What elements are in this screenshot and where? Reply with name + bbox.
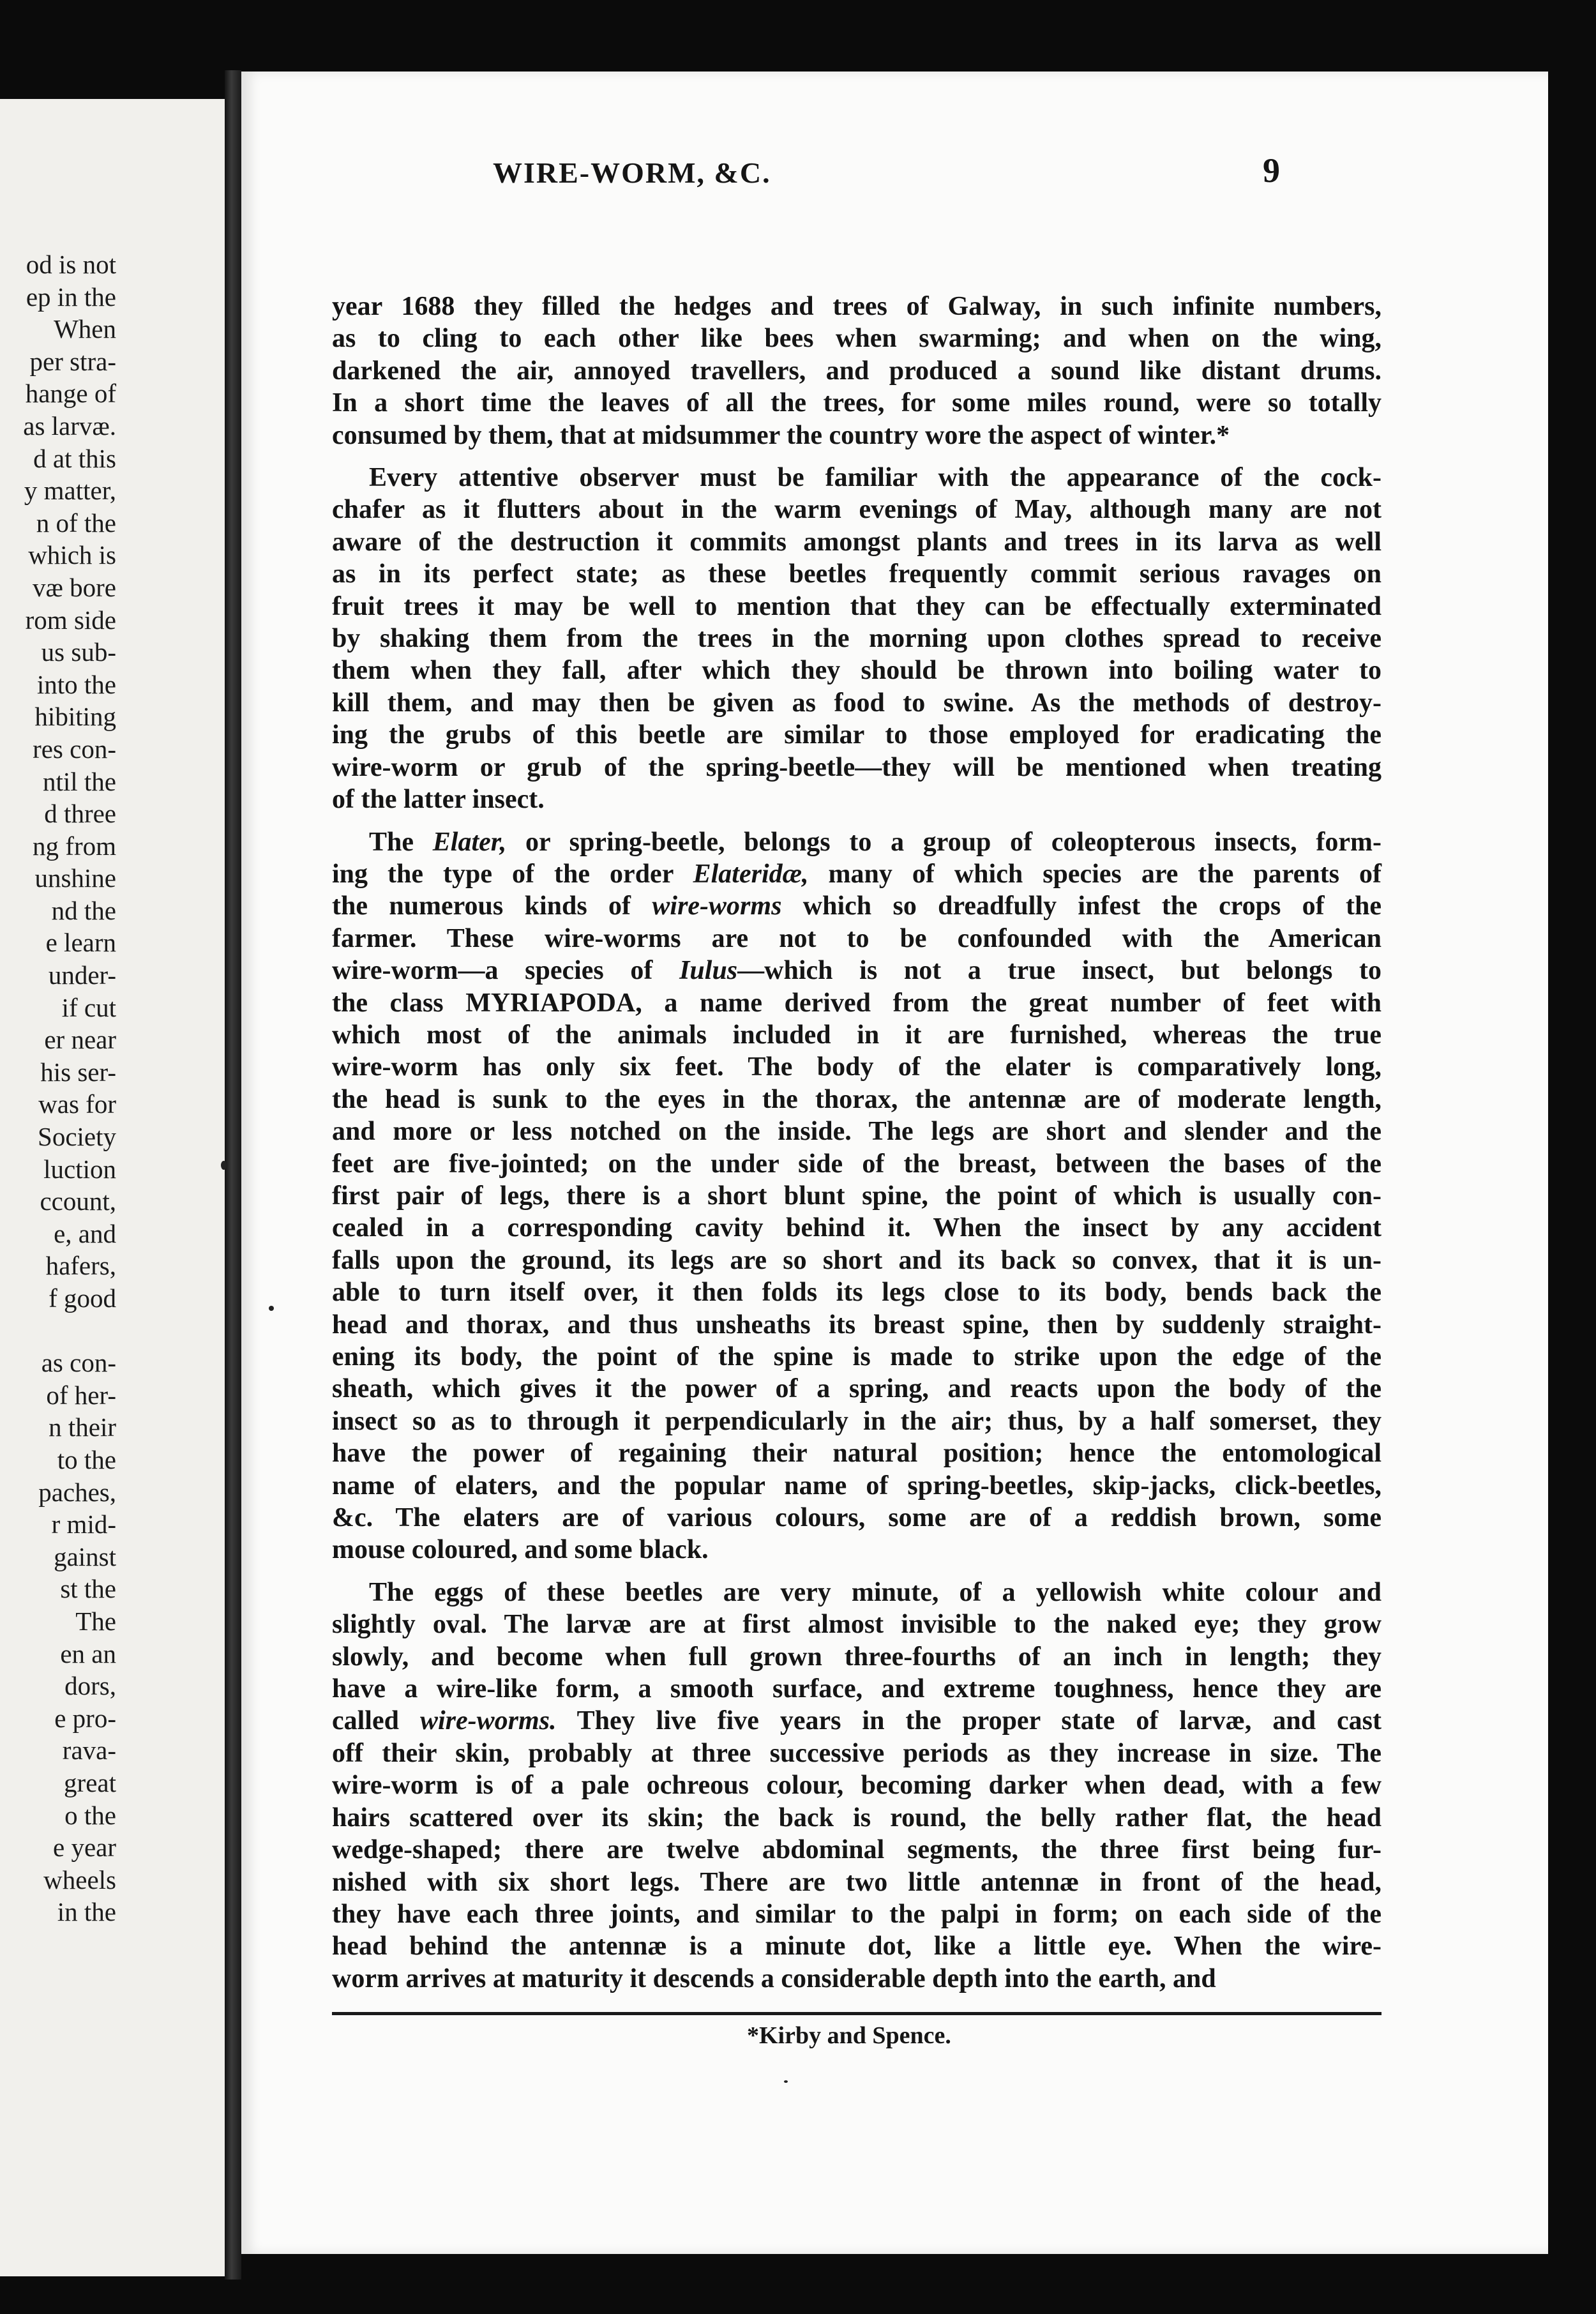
text-line: name of elaters, and the popular name of spring-beetles, skip-jacks, click-beetles, bbox=[332, 1471, 1381, 1501]
facing-page-line: The bbox=[75, 1606, 116, 1636]
facing-page-line: in the bbox=[57, 1897, 116, 1927]
text-line: Every attentive observer must be familiar with the appearance of the cock- bbox=[369, 463, 1381, 493]
text-line: cealed in a corresponding cavity behind it. When the insect by any accident bbox=[332, 1213, 1381, 1243]
facing-page-line: to the bbox=[57, 1444, 116, 1474]
text-line: nished with six short legs. There are two little antennæ in front of the head, bbox=[332, 1867, 1381, 1897]
text-line: fruit trees it may be well to mention that they can be effectually exterminated bbox=[332, 591, 1381, 621]
facing-page-line: y matter, bbox=[24, 476, 116, 506]
text-line: &c. The elaters are of various colours, some are of a reddish brown, some bbox=[332, 1503, 1381, 1533]
text-line: hairs scattered over its skin; the back is round, the belly rather flat, the head bbox=[332, 1803, 1381, 1833]
facing-page-line: od is not bbox=[26, 250, 116, 279]
facing-page-line: e learn bbox=[45, 928, 116, 958]
text-line: wedge-shaped; there are twelve abdominal segments, the three first being fur- bbox=[332, 1835, 1381, 1865]
facing-page-line: d at this bbox=[33, 443, 116, 473]
text-line: slightly oval. The larvæ are at first almost invisible to the naked eye; they grow bbox=[332, 1610, 1381, 1640]
text-line: The eggs of these beetles are very minute, of a yellowish white colour and bbox=[369, 1577, 1381, 1607]
text-line: the head is sunk to the eyes in the thorax, the antennæ are of moderate length, bbox=[332, 1084, 1381, 1114]
text-line: aware of the destruction it commits amongst plants and trees in its larva as well bbox=[332, 527, 1381, 557]
facing-page-line: which is bbox=[28, 540, 116, 570]
speck-mark bbox=[784, 2080, 788, 2083]
text-line: wire-worm has only six feet. The body of the elater is comparatively long, bbox=[332, 1052, 1381, 1082]
facing-page-left bbox=[0, 99, 225, 2276]
text-line: year 1688 they filled the hedges and trees of Galway, in such infinite numbers, bbox=[332, 292, 1381, 321]
facing-page-line: was for bbox=[38, 1089, 116, 1119]
facing-page-line: nd the bbox=[51, 895, 116, 925]
text-line: have the power of regaining their natural position; hence the entomological bbox=[332, 1439, 1381, 1469]
text-line: of the latter insect. bbox=[332, 785, 545, 815]
text-line: sheath, which gives it the power of a spring, and reacts upon the body of the bbox=[332, 1374, 1381, 1404]
speck-mark bbox=[269, 1306, 274, 1311]
text-line: off their skin, probably at three successive periods as they increase in size. The bbox=[332, 1738, 1381, 1768]
text-line: insect so as to through it perpendicularly in the air; thus, by a half somerset, they bbox=[332, 1406, 1381, 1436]
facing-page-line: e year bbox=[53, 1833, 116, 1863]
facing-page-line: e, and bbox=[54, 1218, 116, 1248]
text-line: ing the grubs of this beetle are similar to those employed for eradicating the bbox=[332, 720, 1381, 750]
text-line: by shaking them from the trees in the morning upon clothes spread to receive bbox=[332, 624, 1381, 654]
text-line: have a wire-like form, a smooth surface, and extreme toughness, hence they are bbox=[332, 1674, 1381, 1704]
facing-page-line: When bbox=[54, 314, 116, 344]
facing-page-line: rom side bbox=[25, 605, 116, 635]
facing-page-line: into the bbox=[36, 669, 116, 699]
text-line: darkened the air, annoyed travellers, and produced a sound like distant drums. bbox=[332, 356, 1381, 386]
text-line: slowly, and become when full grown three-fourths of an inch in length; they bbox=[332, 1642, 1381, 1672]
text-line: kill them, and may then be given as food to swine. As the methods of destroy- bbox=[332, 688, 1381, 718]
text-line: them when they fall, after which they should be thrown into boiling water to bbox=[332, 656, 1381, 686]
text-line: wire-worm or grub of the spring-beetle—they will be mentioned when treating bbox=[332, 752, 1381, 782]
facing-page-line: en an bbox=[60, 1638, 116, 1668]
paragraph bbox=[332, 826, 1381, 1566]
facing-page-line: ccount, bbox=[40, 1186, 116, 1216]
facing-page-line: ntil the bbox=[42, 766, 116, 796]
paragraph bbox=[332, 291, 1381, 451]
facing-page-line: hafers, bbox=[45, 1251, 116, 1281]
text-line: wire-worm is of a pale ochreous colour, becoming darker when dead, with a few bbox=[332, 1771, 1381, 1801]
speck-mark bbox=[221, 1161, 227, 1170]
text-line: which most of the animals included in it are furnished, whereas the true bbox=[332, 1020, 1381, 1050]
text-line: worm arrives at maturity it descends a considerable depth into the earth, and bbox=[332, 1963, 1216, 1993]
facing-page-line: ng from bbox=[33, 831, 116, 861]
text-line: and more or less notched on the inside. The legs are short and slender and the bbox=[332, 1117, 1381, 1147]
text-line: falls upon the ground, its legs are so short and its back so convex, that it is un- bbox=[332, 1245, 1381, 1275]
facing-page-line: n their bbox=[49, 1412, 116, 1442]
footnote: *Kirby and Spence. bbox=[747, 2022, 951, 2049]
facing-page-line: st the bbox=[60, 1574, 116, 1604]
facing-page-line: great bbox=[64, 1767, 116, 1797]
facing-page-line bbox=[0, 1315, 116, 1347]
facing-page-line: n of the bbox=[36, 508, 116, 538]
facing-page-line: o the bbox=[64, 1800, 116, 1830]
facing-page-line: d three bbox=[44, 799, 116, 829]
text-line: called wire-worms. They live five years in the proper state of larvæ, and cast bbox=[332, 1706, 1381, 1736]
facing-page-line: gainst bbox=[54, 1541, 116, 1571]
facing-page-line: hange of bbox=[25, 379, 116, 409]
text-line: head and thorax, and thus unsheaths its breast spine, then by suddenly straight- bbox=[332, 1310, 1381, 1340]
footnote-rule bbox=[332, 2012, 1381, 2015]
text-line: the class MYRIAPODA, a name derived from the great number of feet with bbox=[332, 988, 1381, 1018]
facing-page-line: luction bbox=[43, 1154, 116, 1184]
text-line: they have each three joints, and similar to the palpi in form; on each side of the bbox=[332, 1899, 1381, 1929]
facing-page-line: of her- bbox=[46, 1380, 116, 1410]
text-line: farmer. These wire-worms are not to be confounded with the American bbox=[332, 923, 1381, 953]
text-line: the numerous kinds of wire-worms which so dreadfully infest the crops of the bbox=[332, 891, 1381, 921]
text-line: ening its body, the point of the spine is made to strike upon the edge of the bbox=[332, 1342, 1381, 1372]
facing-page-line: væ bore bbox=[33, 572, 116, 602]
facing-page-line: unshine bbox=[34, 863, 116, 893]
text-line: In a short time the leaves of all the trees, for some miles round, were so totally bbox=[332, 388, 1381, 418]
facing-page-line: per stra- bbox=[29, 346, 116, 376]
text-line: as in its perfect state; as these beetles frequently commit serious ravages on bbox=[332, 559, 1381, 589]
paragraph bbox=[332, 1577, 1381, 1995]
text-line: able to turn itself over, it then folds its legs close to its body, bends back the bbox=[332, 1278, 1381, 1308]
text-line: The Elater, or spring-beetle, belongs to a group of coleopterous insects, form- bbox=[369, 827, 1381, 857]
facing-page-line: paches, bbox=[38, 1477, 116, 1507]
text-line: feet are five-jointed; on the under side of the breast, between the bases of the bbox=[332, 1149, 1381, 1179]
text-line: mouse coloured, and some black. bbox=[332, 1535, 709, 1565]
facing-page-line: hibiting bbox=[34, 702, 116, 732]
facing-page-line: us sub- bbox=[41, 637, 116, 667]
facing-page-line: e pro- bbox=[54, 1703, 116, 1733]
text-line: first pair of legs, there is a short blunt spine, the point of which is usually con- bbox=[332, 1181, 1381, 1211]
text-line: chafer as it flutters about in the warm evenings of May, although many are not bbox=[332, 495, 1381, 525]
book-gutter bbox=[225, 70, 241, 2280]
facing-page-line: f good bbox=[49, 1283, 116, 1313]
facing-page-line: dors, bbox=[64, 1671, 116, 1701]
facing-page-line: ep in the bbox=[26, 282, 116, 312]
text-line: wire-worm—a species of Iulus—which is not a true insect, but belongs to bbox=[332, 956, 1381, 986]
text-line: as to cling to each other like bees when swarming; and when on the wing, bbox=[332, 324, 1381, 354]
facing-page-line: if cut bbox=[61, 992, 116, 1022]
facing-page-line: r mid- bbox=[51, 1509, 116, 1539]
facing-page-line: rava- bbox=[62, 1736, 116, 1766]
body-text bbox=[332, 291, 1381, 2005]
facing-page-line: Society bbox=[38, 1122, 116, 1152]
paragraph bbox=[332, 462, 1381, 815]
facing-page-line: as con- bbox=[41, 1348, 116, 1378]
facing-page-line: er near bbox=[44, 1025, 116, 1055]
text-line: head behind the antennæ is a minute dot, like a little eye. When the wire- bbox=[332, 1932, 1381, 1962]
running-head: WIRE-WORM, &C. bbox=[493, 156, 771, 189]
page-number: 9 bbox=[1263, 151, 1280, 190]
facing-page-line: under- bbox=[48, 960, 116, 990]
facing-page-line: res con- bbox=[33, 734, 116, 764]
facing-page-line: his ser- bbox=[40, 1057, 116, 1087]
facing-page-line: wheels bbox=[43, 1864, 116, 1894]
text-line: ing the type of the order Elateridæ, many of which species are the parents of bbox=[332, 859, 1381, 889]
facing-page-line: as larvæ. bbox=[23, 411, 116, 441]
facing-page-text bbox=[0, 248, 116, 1928]
text-line: consumed by them, that at midsummer the country wore the aspect of winter.* bbox=[332, 420, 1230, 450]
